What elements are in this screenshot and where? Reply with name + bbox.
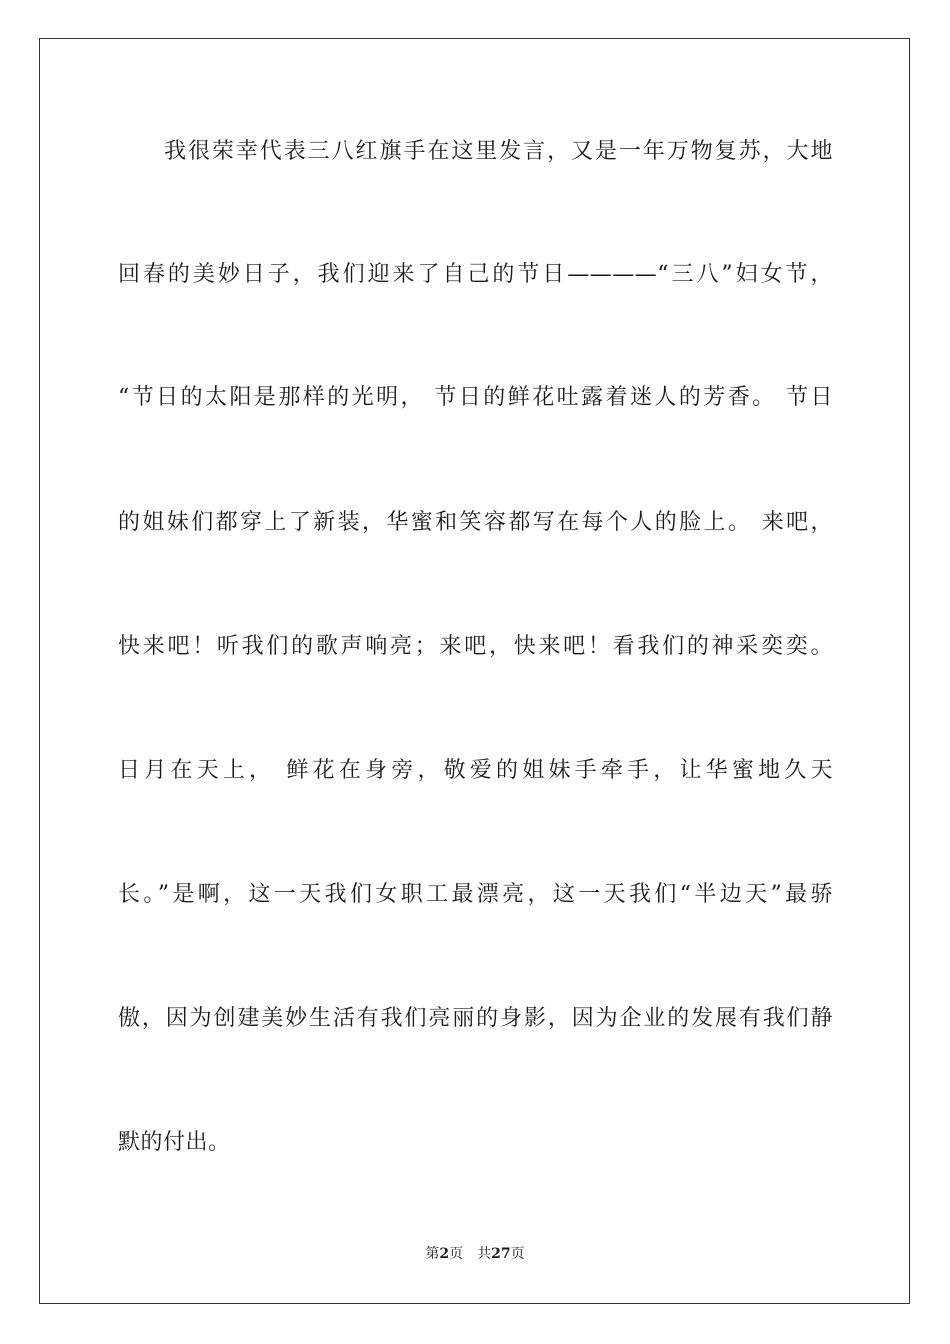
page-frame: [39, 38, 910, 1304]
page-prefix: 第: [425, 1246, 440, 1262]
total-prefix: 共: [477, 1246, 492, 1262]
paragraph-line-6: 日月在天上， 鲜花在身旁，敬爱的姐妹手牵手，让华蜜地久天: [118, 758, 833, 783]
paragraph-line-9: 默的付出。: [118, 1130, 231, 1155]
page-number: 2: [439, 1246, 450, 1262]
paragraph-line-5: 快来吧！听我们的歌声响亮；来吧，快来吧！看我们的神采奕奕。: [118, 634, 833, 659]
paragraph-line-3: “节日的太阳是那样的光明， 节日的鲜花吐露着迷人的芳香。 节日: [118, 385, 833, 410]
paragraph-line-7: 长。”是啊，这一天我们女职工最漂亮，这一天我们“半边天”最骄: [118, 882, 833, 907]
paragraph-line-4: 的姐妹们都穿上了新装，华蜜和笑容都写在每个人的脸上。 来吧，: [118, 510, 833, 535]
paragraph-line-2: 回春的美妙日子，我们迎来了自己的节日————“三八”妇女节，: [118, 262, 833, 287]
page-footer: [0, 1245, 950, 1263]
page-suffix: 页: [449, 1246, 464, 1262]
total-suffix: 页: [510, 1246, 525, 1262]
paragraph-line-1: 我很荣幸代表三八红旗手在这里发言，又是一年万物复苏，大地: [164, 139, 833, 164]
paragraph-line-8: 傲，因为创建美妙生活有我们亮丽的身影，因为企业的发展有我们静: [118, 1006, 833, 1031]
total-pages: 27: [491, 1246, 511, 1262]
